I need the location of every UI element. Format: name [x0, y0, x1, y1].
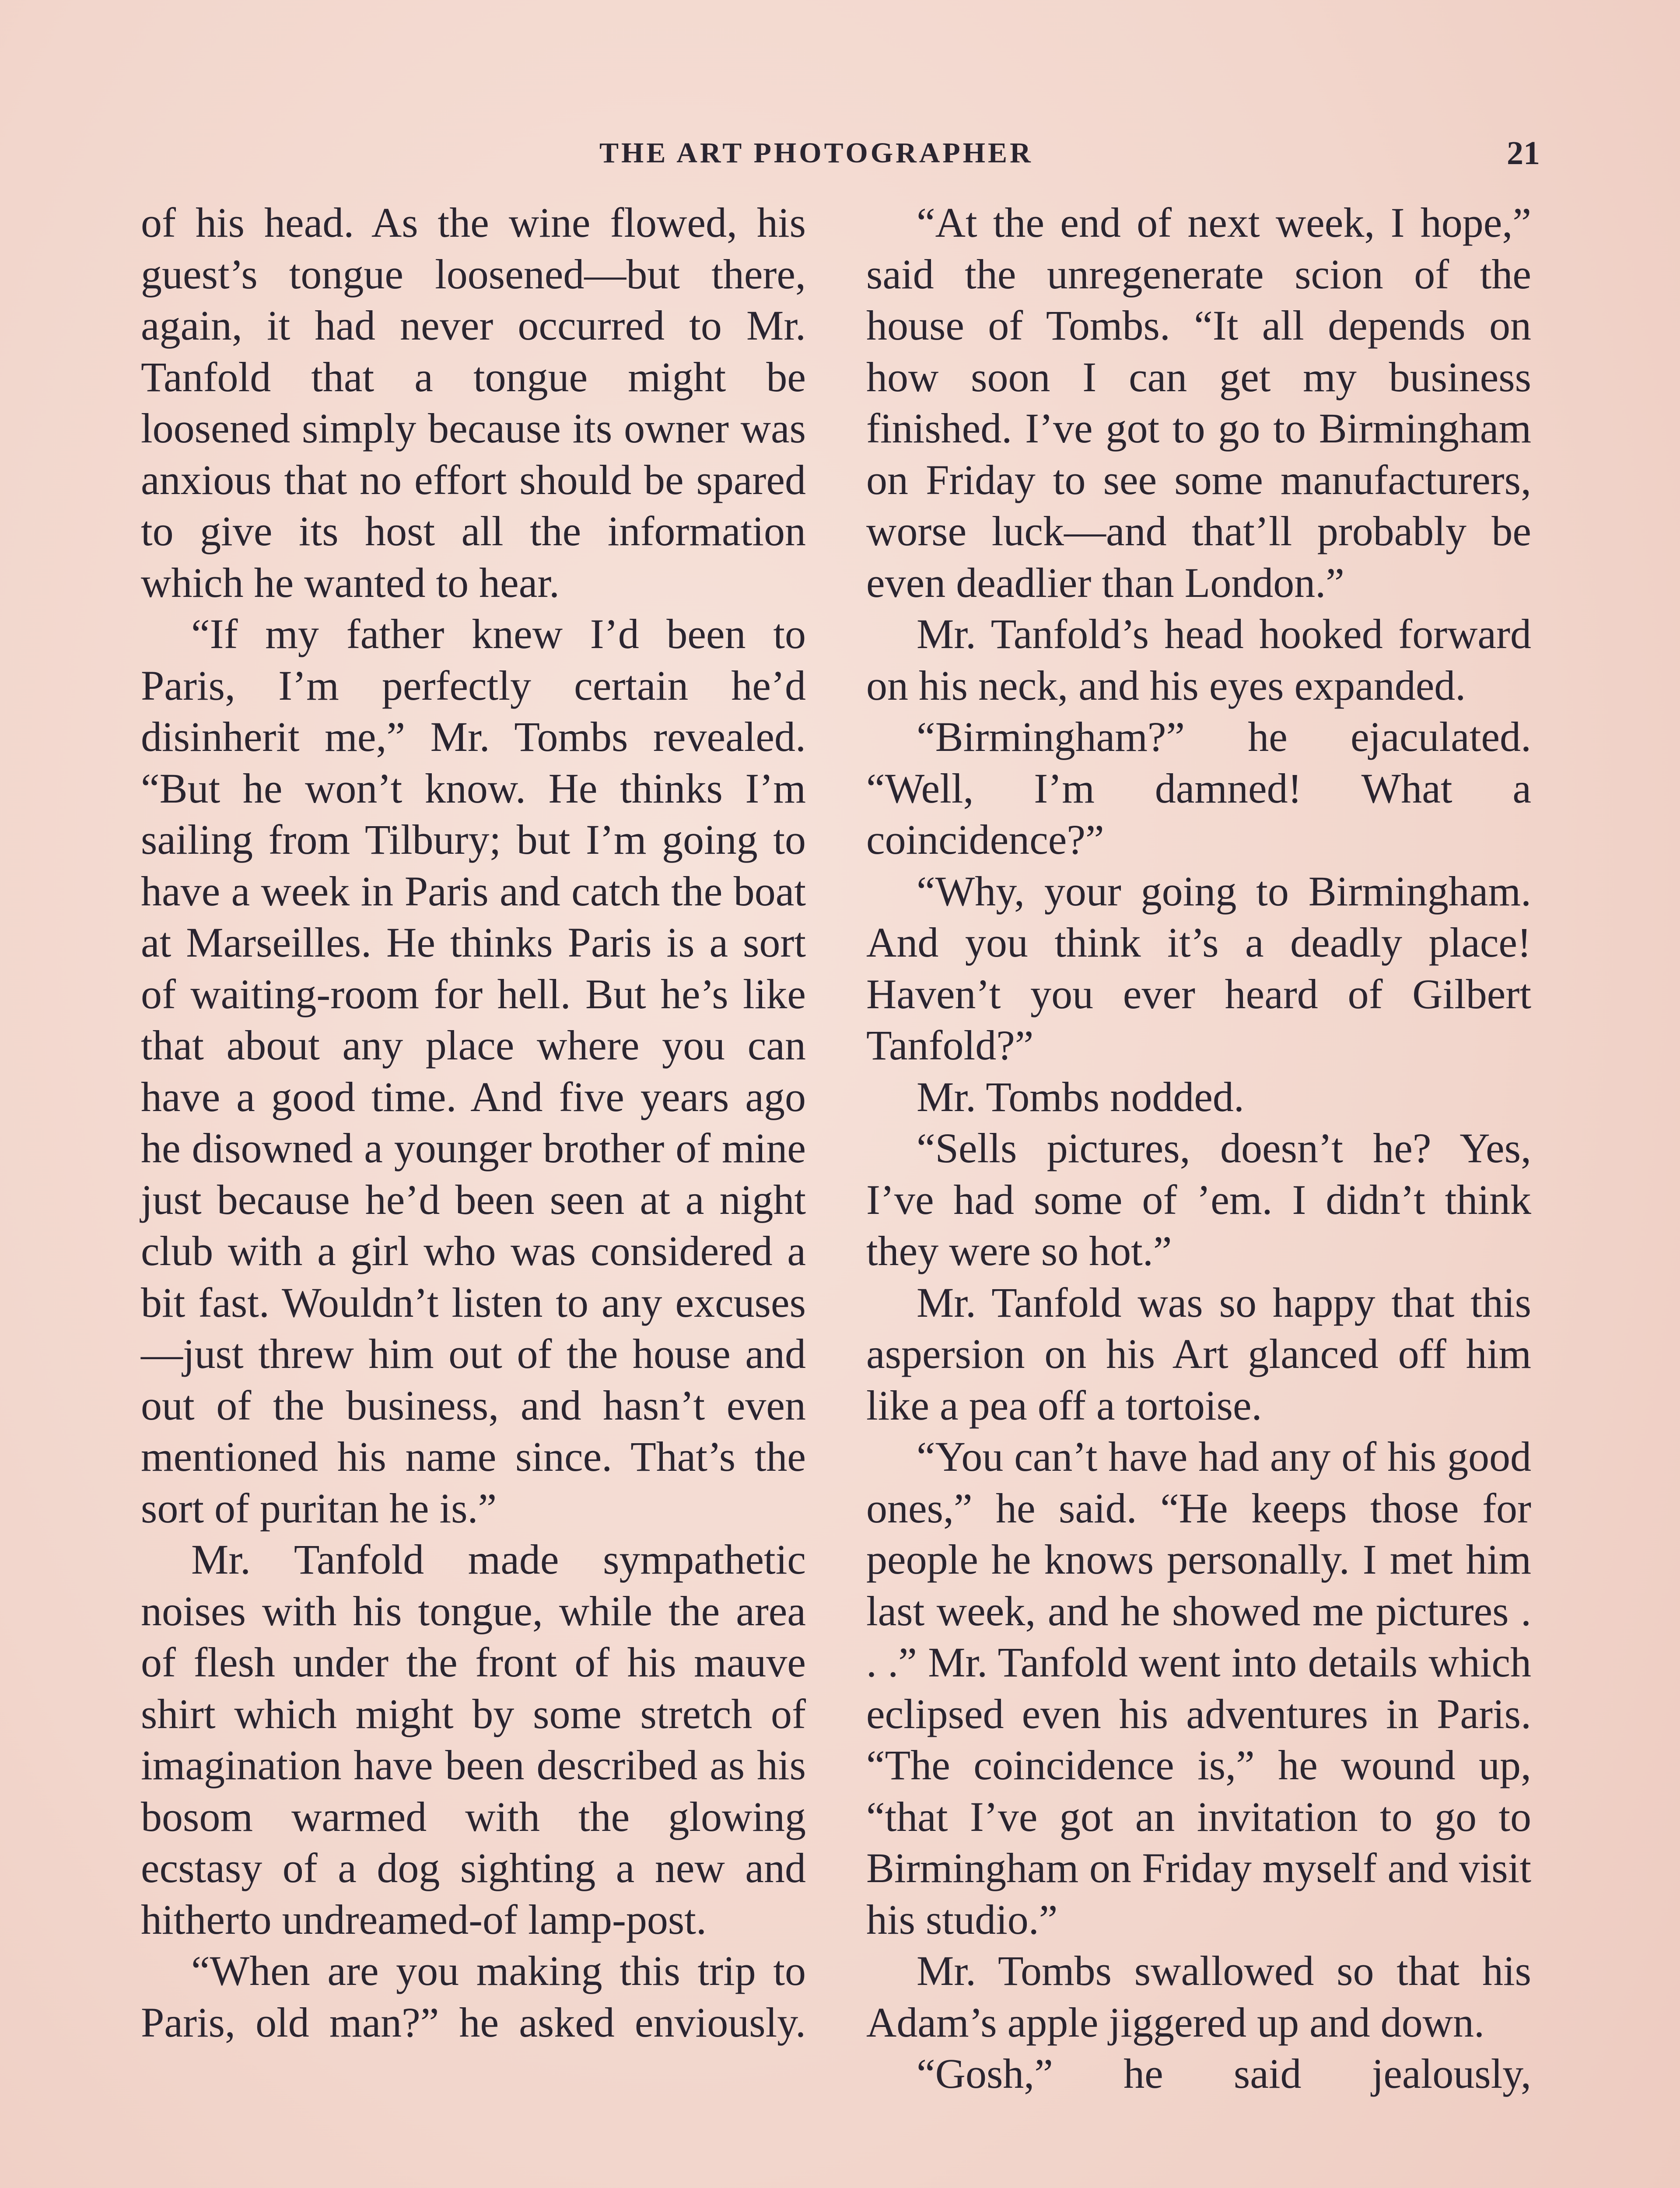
paragraph: Mr. Tanfold’s head hooked forward on his neck, and his eyes expanded. — [866, 610, 1531, 709]
paragraph: Mr. Tombs nodded. — [917, 1073, 1244, 1120]
running-title: THE ART PHOTOGRAPHER — [599, 137, 1033, 169]
paragraph: Mr. Tanfold made sympathetic noises with his tongue, while the area of flesh under the front of his mauve shirt which might by some stretch of imagination have been described as his bosom warmed with the glowing ecstasy of a dog sighting a new and hitherto undreamed-of lamp-post. — [141, 1536, 806, 1943]
paragraph: Mr. Tanfold was so happy that this aspersion on his Art glanced off him like a pea off a tortoise. — [866, 1279, 1531, 1429]
paragraph: Mr. Tombs swallowed so that his Adam’s apple jiggered up and down. — [866, 1947, 1531, 2046]
right-text-column — [866, 197, 1531, 2188]
paragraph: of his head. As the wine flowed, his guest’s tongue loosened—but there, again, it had never occurred to Mr. Tanfold that a tongue might be loosened simply because its owner was anxious that no effort should be spared to give its host all the information which he wanted to hear. — [141, 199, 806, 606]
paragraph: “You can’t have had any of his good ones,” he said. “He keeps those for people he knows personally. I met him last week, and he showed me pictures . . .” Mr. Tanfold went into details which eclipsed even his adventures in Paris. “The coincidence is,” he wound up, “that I’ve got an invitation to go to Birmingham on Friday myself and visit his studio.” — [866, 1433, 1531, 1943]
paragraph: “Why, your going to Birmingham. And you think it’s a deadly place! Haven’t you ever heard of Gilbert Tanfold?” — [866, 867, 1531, 1069]
paragraph: “Birmingham?” he ejaculated. “Well, I’m damned! What a coincidence?” — [866, 713, 1531, 863]
paragraph: “When are you making this trip to Paris, old man?” he asked enviously. — [141, 1947, 806, 2046]
page-number: 21 — [1507, 135, 1540, 172]
paragraph: “If my father knew I’d been to Paris, I’m perfectly certain he’d disinherit me,” Mr. Tombs revealed. “But he won’t know. He thinks I’m sailing from Tilbury; but I’m going to have a week in Paris and catch the boat at Marseilles. He thinks Paris is a sort of waiting-room for hell. But he’s like that about any place where you can have a good time. And five years ago he disowned a younger brother of mine just because he’d been seen at a night club with a girl who was considered a bit fast. Wouldn’t listen to any excuses—just threw him out of the house and out of the business, and hasn’t even mentioned his name since. That’s the sort of puritan he is.” — [141, 610, 806, 1532]
paragraph: “Gosh,” he said jealously, — [917, 2050, 1531, 2097]
page-header — [144, 131, 1540, 175]
paragraph: “At the end of next week, I hope,” said the unregenerate scion of the house of Tombs. “It all depends on how soon I can get my business finished. I’ve got to go to Birmingham on Friday to see some manufacturers, worse luck—and that’ll probably be even deadlier than London.” — [866, 199, 1531, 606]
left-text-column — [141, 197, 806, 2188]
paragraph: “Sells pictures, doesn’t he? Yes, I’ve had some of ’em. I didn’t think they were so hot.” — [866, 1125, 1531, 1274]
